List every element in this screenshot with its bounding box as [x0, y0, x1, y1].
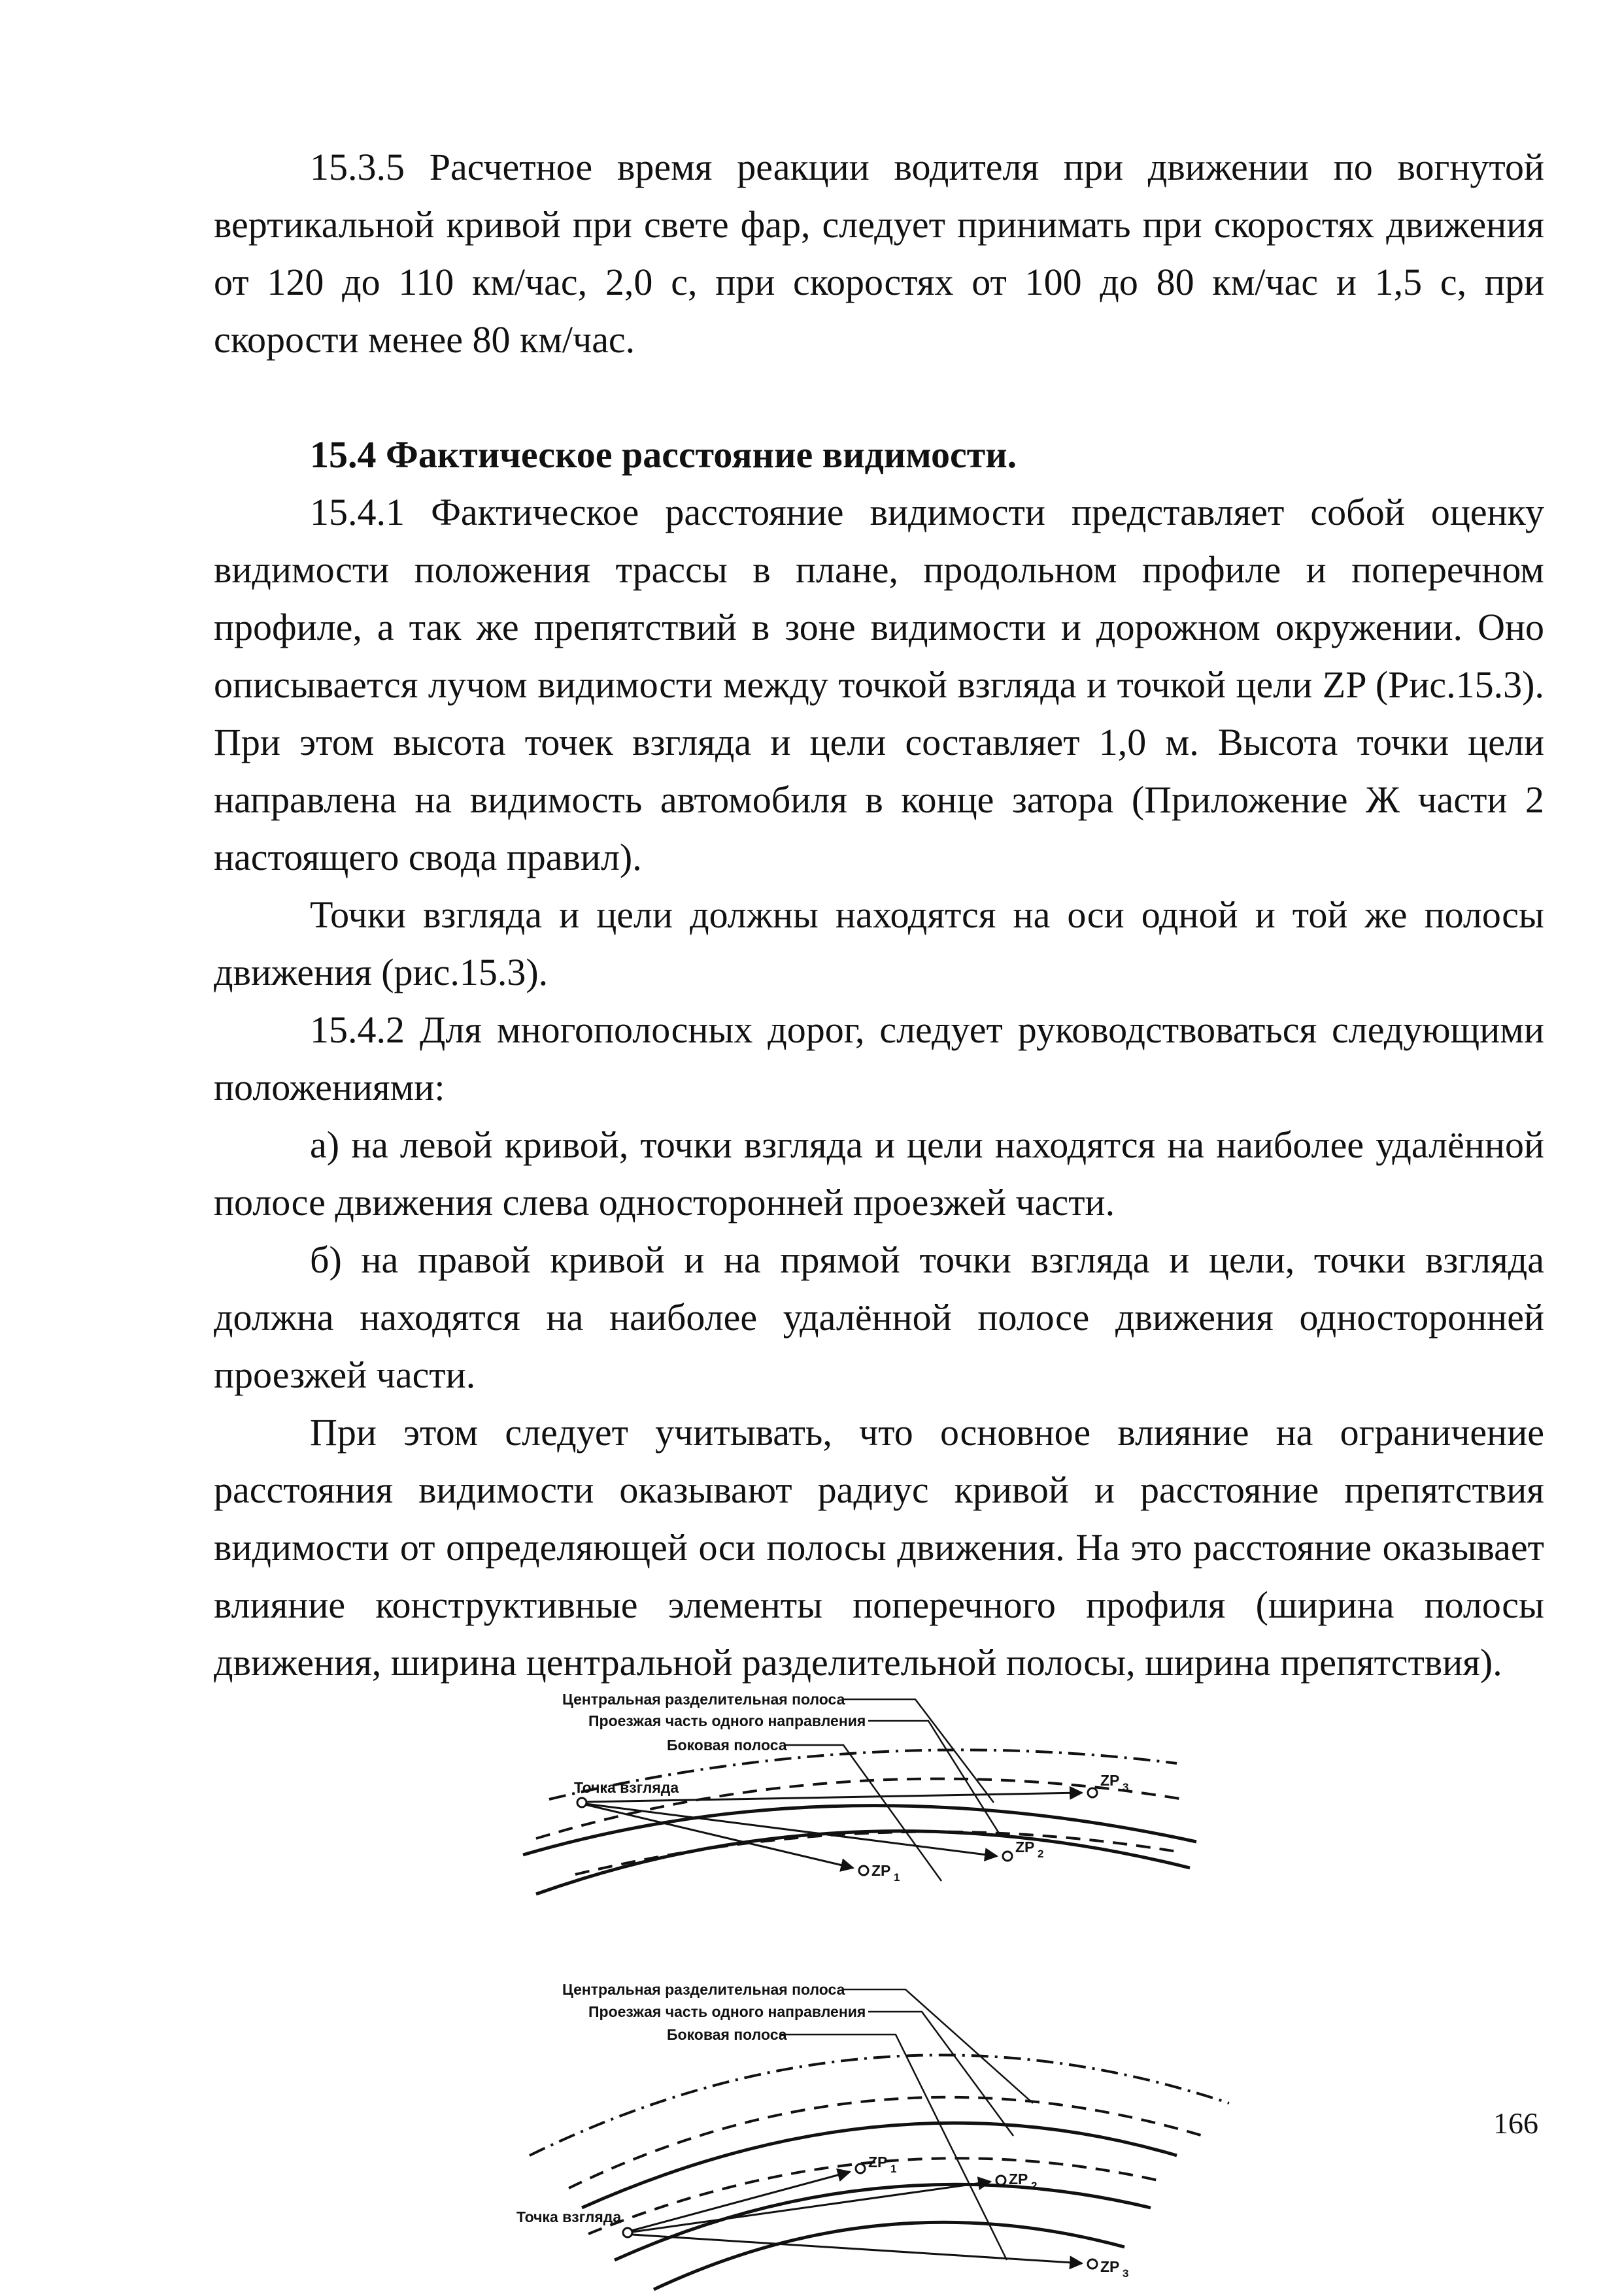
top-label-median: Центральная разделительная полоса [562, 1691, 845, 1708]
diagram-bottom [516, 1981, 1229, 2289]
bottom-label-zp3-sub: 3 [1123, 2267, 1129, 2280]
bottom-label-zp1-sub: 1 [890, 2163, 897, 2175]
top-label-side: Боковая полоса [667, 1737, 787, 1754]
top-viewpoint-marker [577, 1798, 586, 1807]
top-label-zp1: ZP [871, 1862, 891, 1879]
figure-15-3 [510, 1685, 1255, 2293]
bottom-leader-median [843, 1989, 1033, 2103]
document-body [214, 139, 1544, 1691]
bottom-target-zp3 [1088, 2259, 1097, 2269]
top-ray-zp2 [586, 1804, 997, 1856]
top-label-zp2: ZP [1015, 1838, 1035, 1855]
bottom-label-viewpoint: Точка взгляда [516, 2208, 622, 2225]
top-target-zp1 [859, 1866, 868, 1875]
top-label-zp3-sub: 3 [1123, 1781, 1129, 1793]
top-label-zp1-sub: 1 [894, 1871, 900, 1884]
top-target-zp3 [1088, 1788, 1097, 1797]
paragraph-15-3-5: 15.3.5 Расчетное время реакции водителя при движении по вогнутой вертикальной кривой при свете фар, следует принимать при скоростях движения от 120 до 110 км/час, 2,0 с, при скоростях от 100 до 80 км/час и 1,5 с, при скорости менее 80 км/час. [214, 146, 1544, 361]
bottom-leader-carriageway [868, 2012, 1013, 2136]
top-label-zp3: ZP [1100, 1772, 1120, 1789]
bottom-target-zp1 [856, 2164, 865, 2173]
bottom-label-zp3: ZP [1100, 2258, 1120, 2275]
top-leader-side [785, 1745, 941, 1881]
figure-15-3-drawing [510, 1685, 1255, 2293]
bottom-ray-zp1 [632, 2172, 850, 2231]
paragraph-item-b: б) на правой кривой и на прямой точки взгляда и цели, точки взгляда должна находятся на наиболее удалённой полосе движения односторонней проезжей части. [214, 1239, 1544, 1396]
top-label-zp2-sub: 2 [1038, 1848, 1044, 1860]
top-label-carriageway: Проезжая часть одного направления [588, 1712, 866, 1729]
top-target-zp2 [1003, 1852, 1012, 1861]
paragraph-influence: При этом следует учитывать, что основное влияние на ограничение расстояния видимости оказывают радиус кривой и расстояние препятствия видимости от определяющей оси полосы движения. На это расстояние оказывает влияние конструктивные элементы поперечного профиля (ширина полосы движения, ширина центральной разделительной полосы, ширина препятствия). [214, 1411, 1544, 1684]
bottom-leader-side [779, 2035, 1007, 2260]
bottom-road-edge-3 [654, 2222, 1124, 2289]
section-heading-15-4: 15.4 Фактическое расстояние видимости. [310, 433, 1017, 476]
paragraph-same-lane: Точки взгляда и цели должны находятся на оси одной и той же полосы движения (рис.15.3). [214, 893, 1544, 993]
bottom-label-zp1: ZP [868, 2154, 888, 2171]
bottom-label-median: Центральная разделительная полоса [562, 1981, 845, 1998]
bottom-viewpoint-marker [623, 2228, 632, 2237]
paragraph-15-4-2: 15.4.2 Для многополосных дорог, следует руководствоваться следующими положениями: [214, 1008, 1544, 1108]
bottom-label-side: Боковая полоса [667, 2026, 787, 2043]
bottom-ray-zp2 [632, 2182, 990, 2232]
diagram-top [523, 1691, 1196, 1894]
bottom-label-zp2-sub: 2 [1031, 2180, 1038, 2192]
spacer [214, 369, 1544, 426]
paragraph-15-4-1: 15.4.1 Фактическое расстояние видимости представляет собой оценку видимости положения трассы в плане, продольном профиле и поперечном профиле, а так же препятствий в зоне видимости и дорожном окружении. Оно описывается лучом видимости между точкой взгляда и точкой цели ZP (Рис.15.3). При этом высота точек взгляда и цели составляет 1,0 м. Высота точки цели направлена на видимость автомобиля в конце затора (Приложение Ж части 2 настоящего свода правил). [214, 491, 1544, 878]
paragraph-item-a: а) на левой кривой, точки взгляда и цели находятся на наиболее удалённой полосе движения слева односторонней проезжей части. [214, 1123, 1544, 1223]
bottom-ray-zp3 [632, 2235, 1082, 2263]
page-number: 166 [1493, 2106, 1538, 2140]
bottom-target-zp2 [996, 2176, 1005, 2185]
top-label-viewpoint: Точка взгляда [574, 1779, 679, 1796]
bottom-label-carriageway: Проезжая часть одного направления [588, 2003, 866, 2020]
bottom-label-zp2: ZP [1009, 2171, 1028, 2188]
